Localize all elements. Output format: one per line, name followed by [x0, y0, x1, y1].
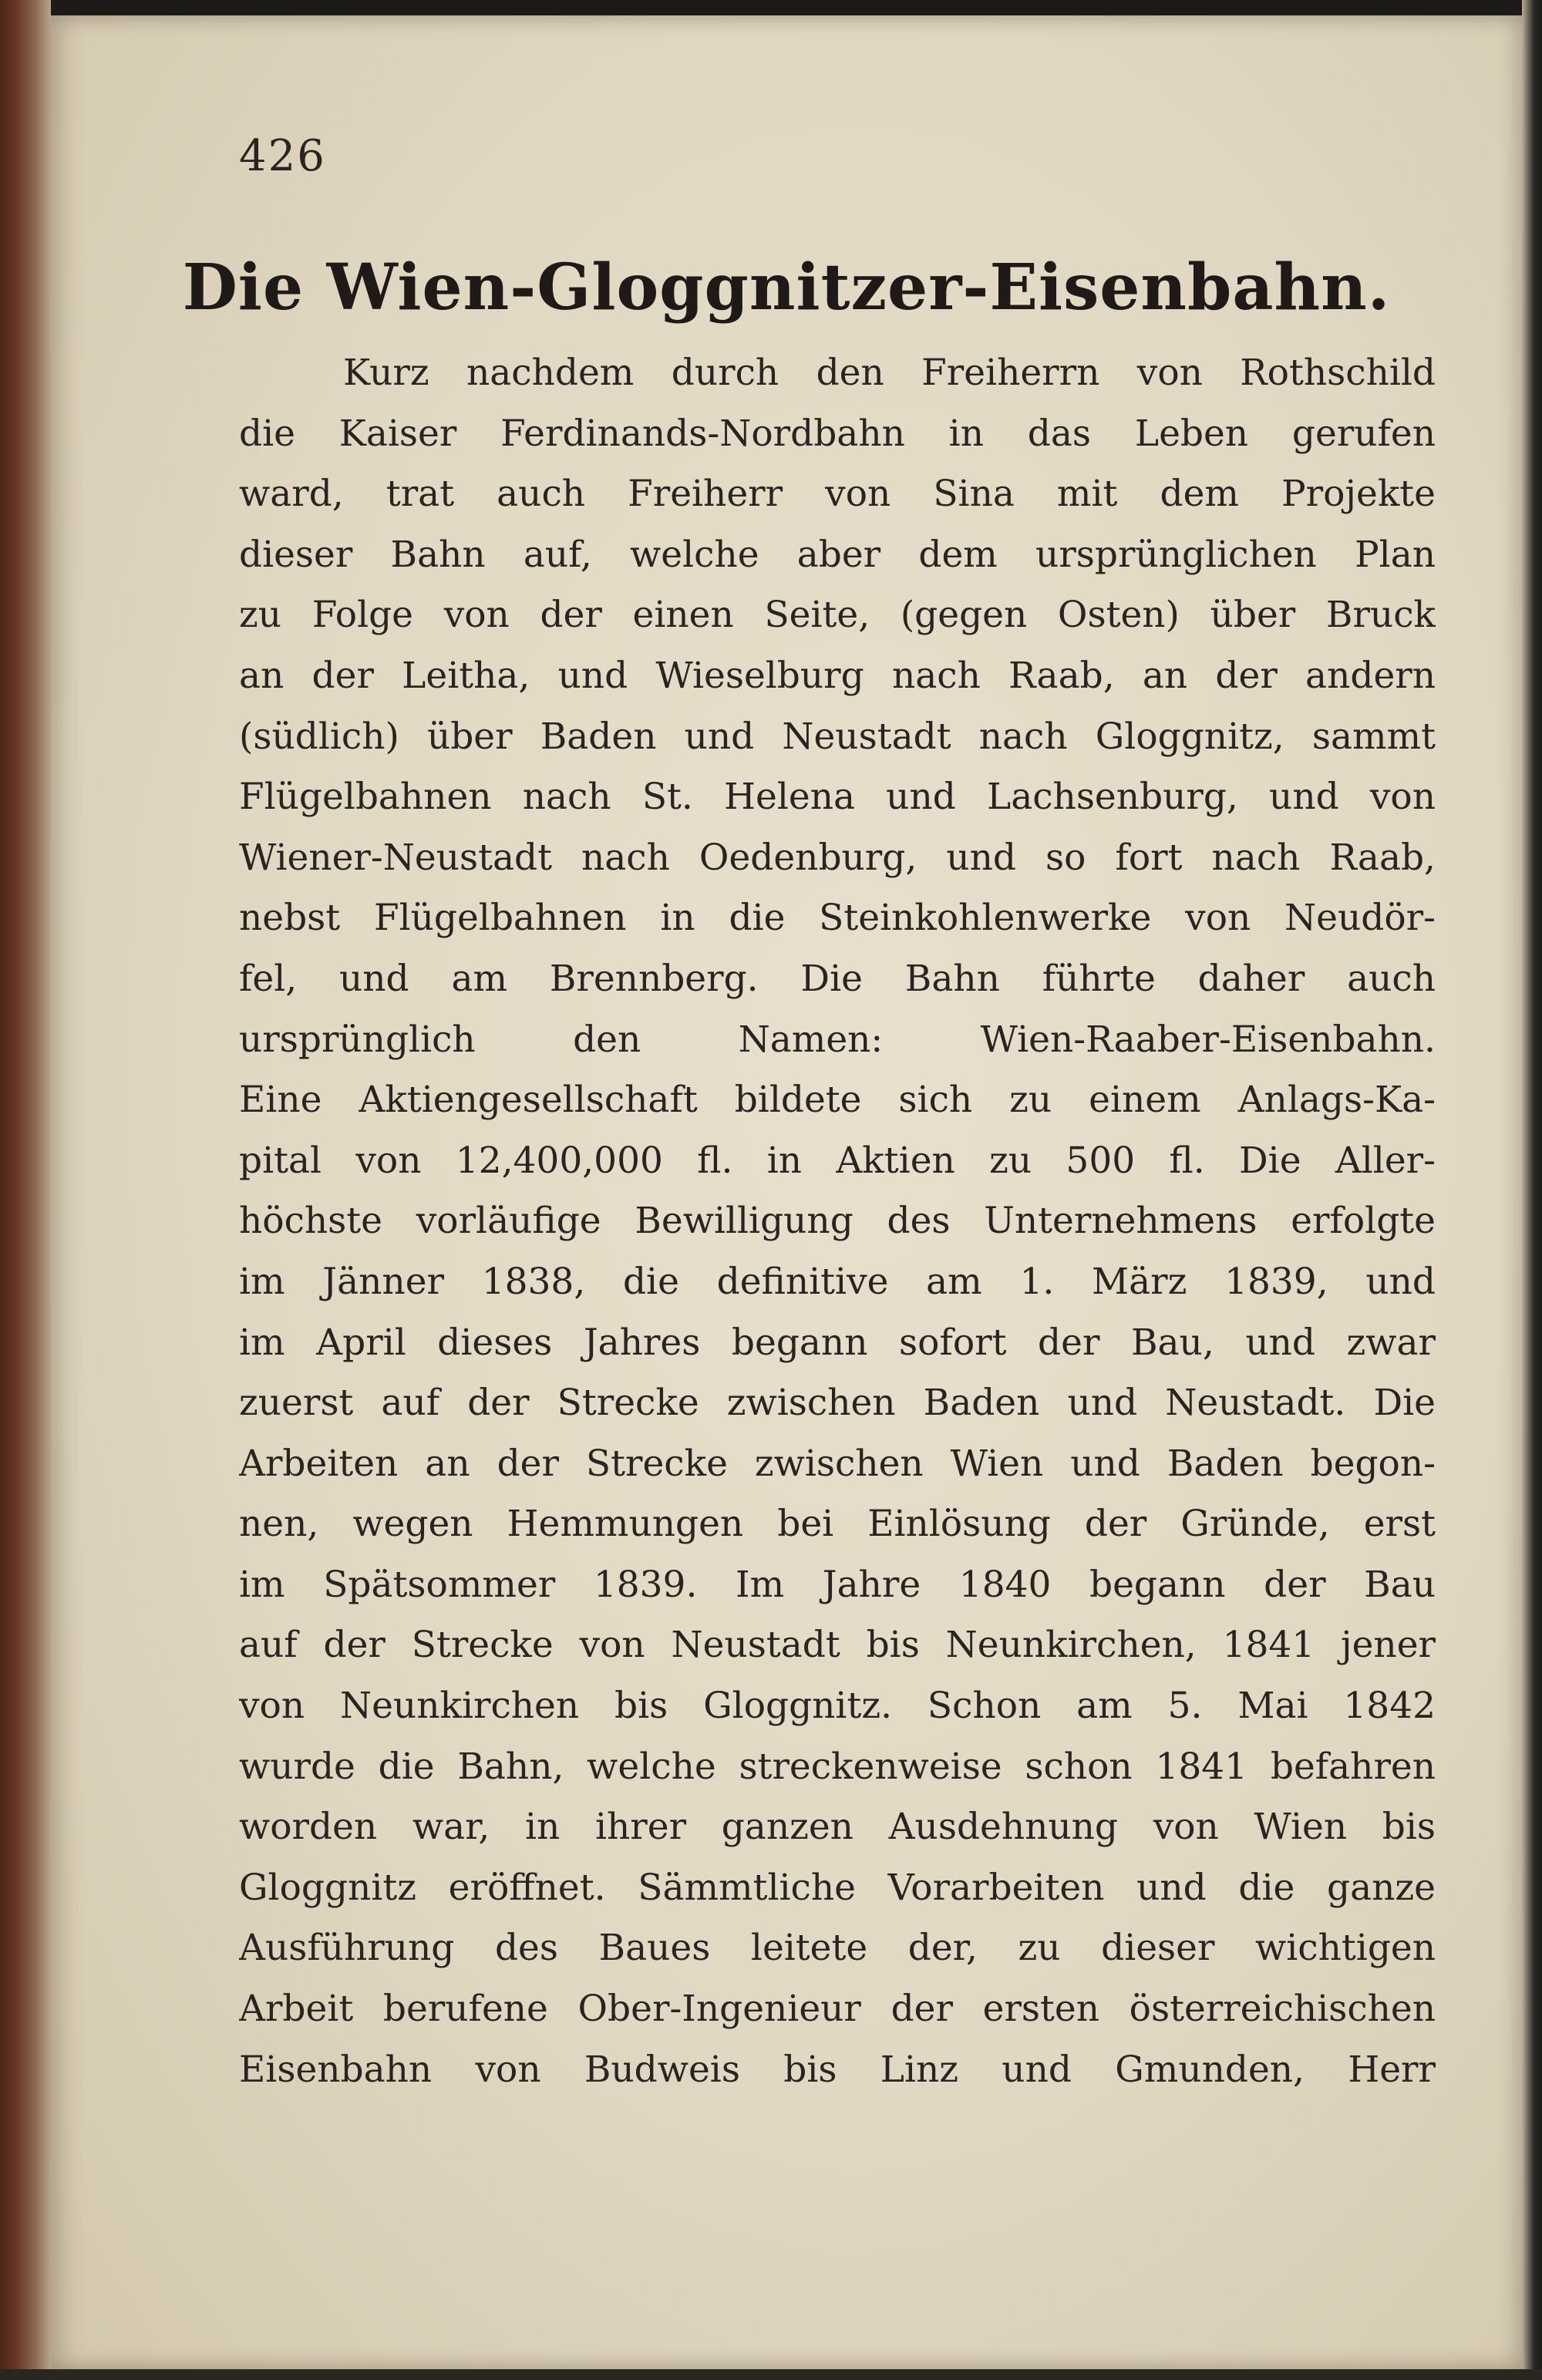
text-line: Kurz nachdem durch den Freiherrn von Rothschild [343, 352, 1436, 394]
text-line: Arbeiten an der Strecke zwischen Wien und Baden begon- [239, 1442, 1436, 1485]
text-line: höchste vorläufige Bewilligung des Unternehmens erfolgte [239, 1200, 1436, 1243]
scan-border-bottom [0, 2369, 1542, 2380]
text-line: zuerst auf der Strecke zwischen Baden und Neustadt. Die [239, 1382, 1436, 1425]
book-spine [0, 0, 51, 2380]
text-line: Gloggnitz eröffnet. Sämmtliche Vorarbeiten und die ganze [239, 1866, 1436, 1909]
text-line: ward, trat auch Freiherr von Sina mit dem Projekte [239, 473, 1436, 516]
text-line: Ausführung des Baues leitete der, zu dieser wichtigen [239, 1927, 1436, 1970]
text-line: Eisenbahn von Budweis bis Linz und Gmunden, Herr [239, 2048, 1436, 2091]
text-line: im Jänner 1838, die definitive am 1. März 1839, und [239, 1260, 1436, 1303]
text-line: dieser Bahn auf, welche aber dem ursprünglichen Plan [239, 533, 1436, 576]
text-line: fel, und am Brennberg. Die Bahn führte daher auch [239, 957, 1436, 1000]
text-line: im April dieses Jahres begann sofort der Bau, und zwar [239, 1321, 1436, 1364]
text-line: wurde die Bahn, welche streckenweise schon 1841 befahren [239, 1745, 1436, 1788]
text-line: pital von 12,400,000 fl. in Aktien zu 500 fl. Die Aller- [239, 1139, 1436, 1182]
text-line: nebst Flügelbahnen in die Steinkohlenwerke von Neudör- [239, 897, 1436, 940]
text-line: nen, wegen Hemmungen bei Einlösung der Gründe, erst [239, 1503, 1436, 1546]
text-line: zu Folge von der einen Seite, (gegen Osten) über Bruck [239, 594, 1436, 637]
scan-border-top [0, 0, 1542, 15]
text-line: Flügelbahnen nach St. Helena und Lachsenburg, und von [239, 776, 1436, 819]
text-line: die Kaiser Ferdinands-Nordbahn in das Leben gerufen [239, 412, 1436, 455]
body-text [239, 343, 1436, 2100]
text-line: Eine Aktiengesellschaft bildete sich zu einem Anlags-Ka- [239, 1079, 1436, 1122]
page-sheet [51, 15, 1522, 2369]
text-line: Arbeit berufene Ober-Ingenieur der ersten österreichischen [239, 1988, 1436, 2031]
text-line: von Neunkirchen bis Gloggnitz. Schon am 5. Mai 1842 [239, 1685, 1436, 1728]
chapter-title: Die Wien-Gloggnitzer-Eisenbahn. [182, 251, 1391, 325]
text-line: (südlich) über Baden und Neustadt nach Gloggnitz, sammt [239, 715, 1436, 758]
text-line: ursprünglich den Namen: Wien-Raaber-Eisenbahn. [239, 1018, 1436, 1061]
page-number: 426 [239, 131, 326, 181]
text-line: Wiener-Neustadt nach Oedenburg, und so fort nach Raab, [239, 836, 1436, 879]
scan-border-right [1522, 0, 1542, 2380]
text-line: an der Leitha, und Wieselburg nach Raab, an der andern [239, 654, 1436, 697]
text-line: auf der Strecke von Neustadt bis Neunkirchen, 1841 jener [239, 1624, 1436, 1667]
text-line: worden war, in ihrer ganzen Ausdehnung von Wien bis [239, 1806, 1436, 1849]
text-line: im Spätsommer 1839. Im Jahre 1840 begann der Bau [239, 1563, 1436, 1606]
